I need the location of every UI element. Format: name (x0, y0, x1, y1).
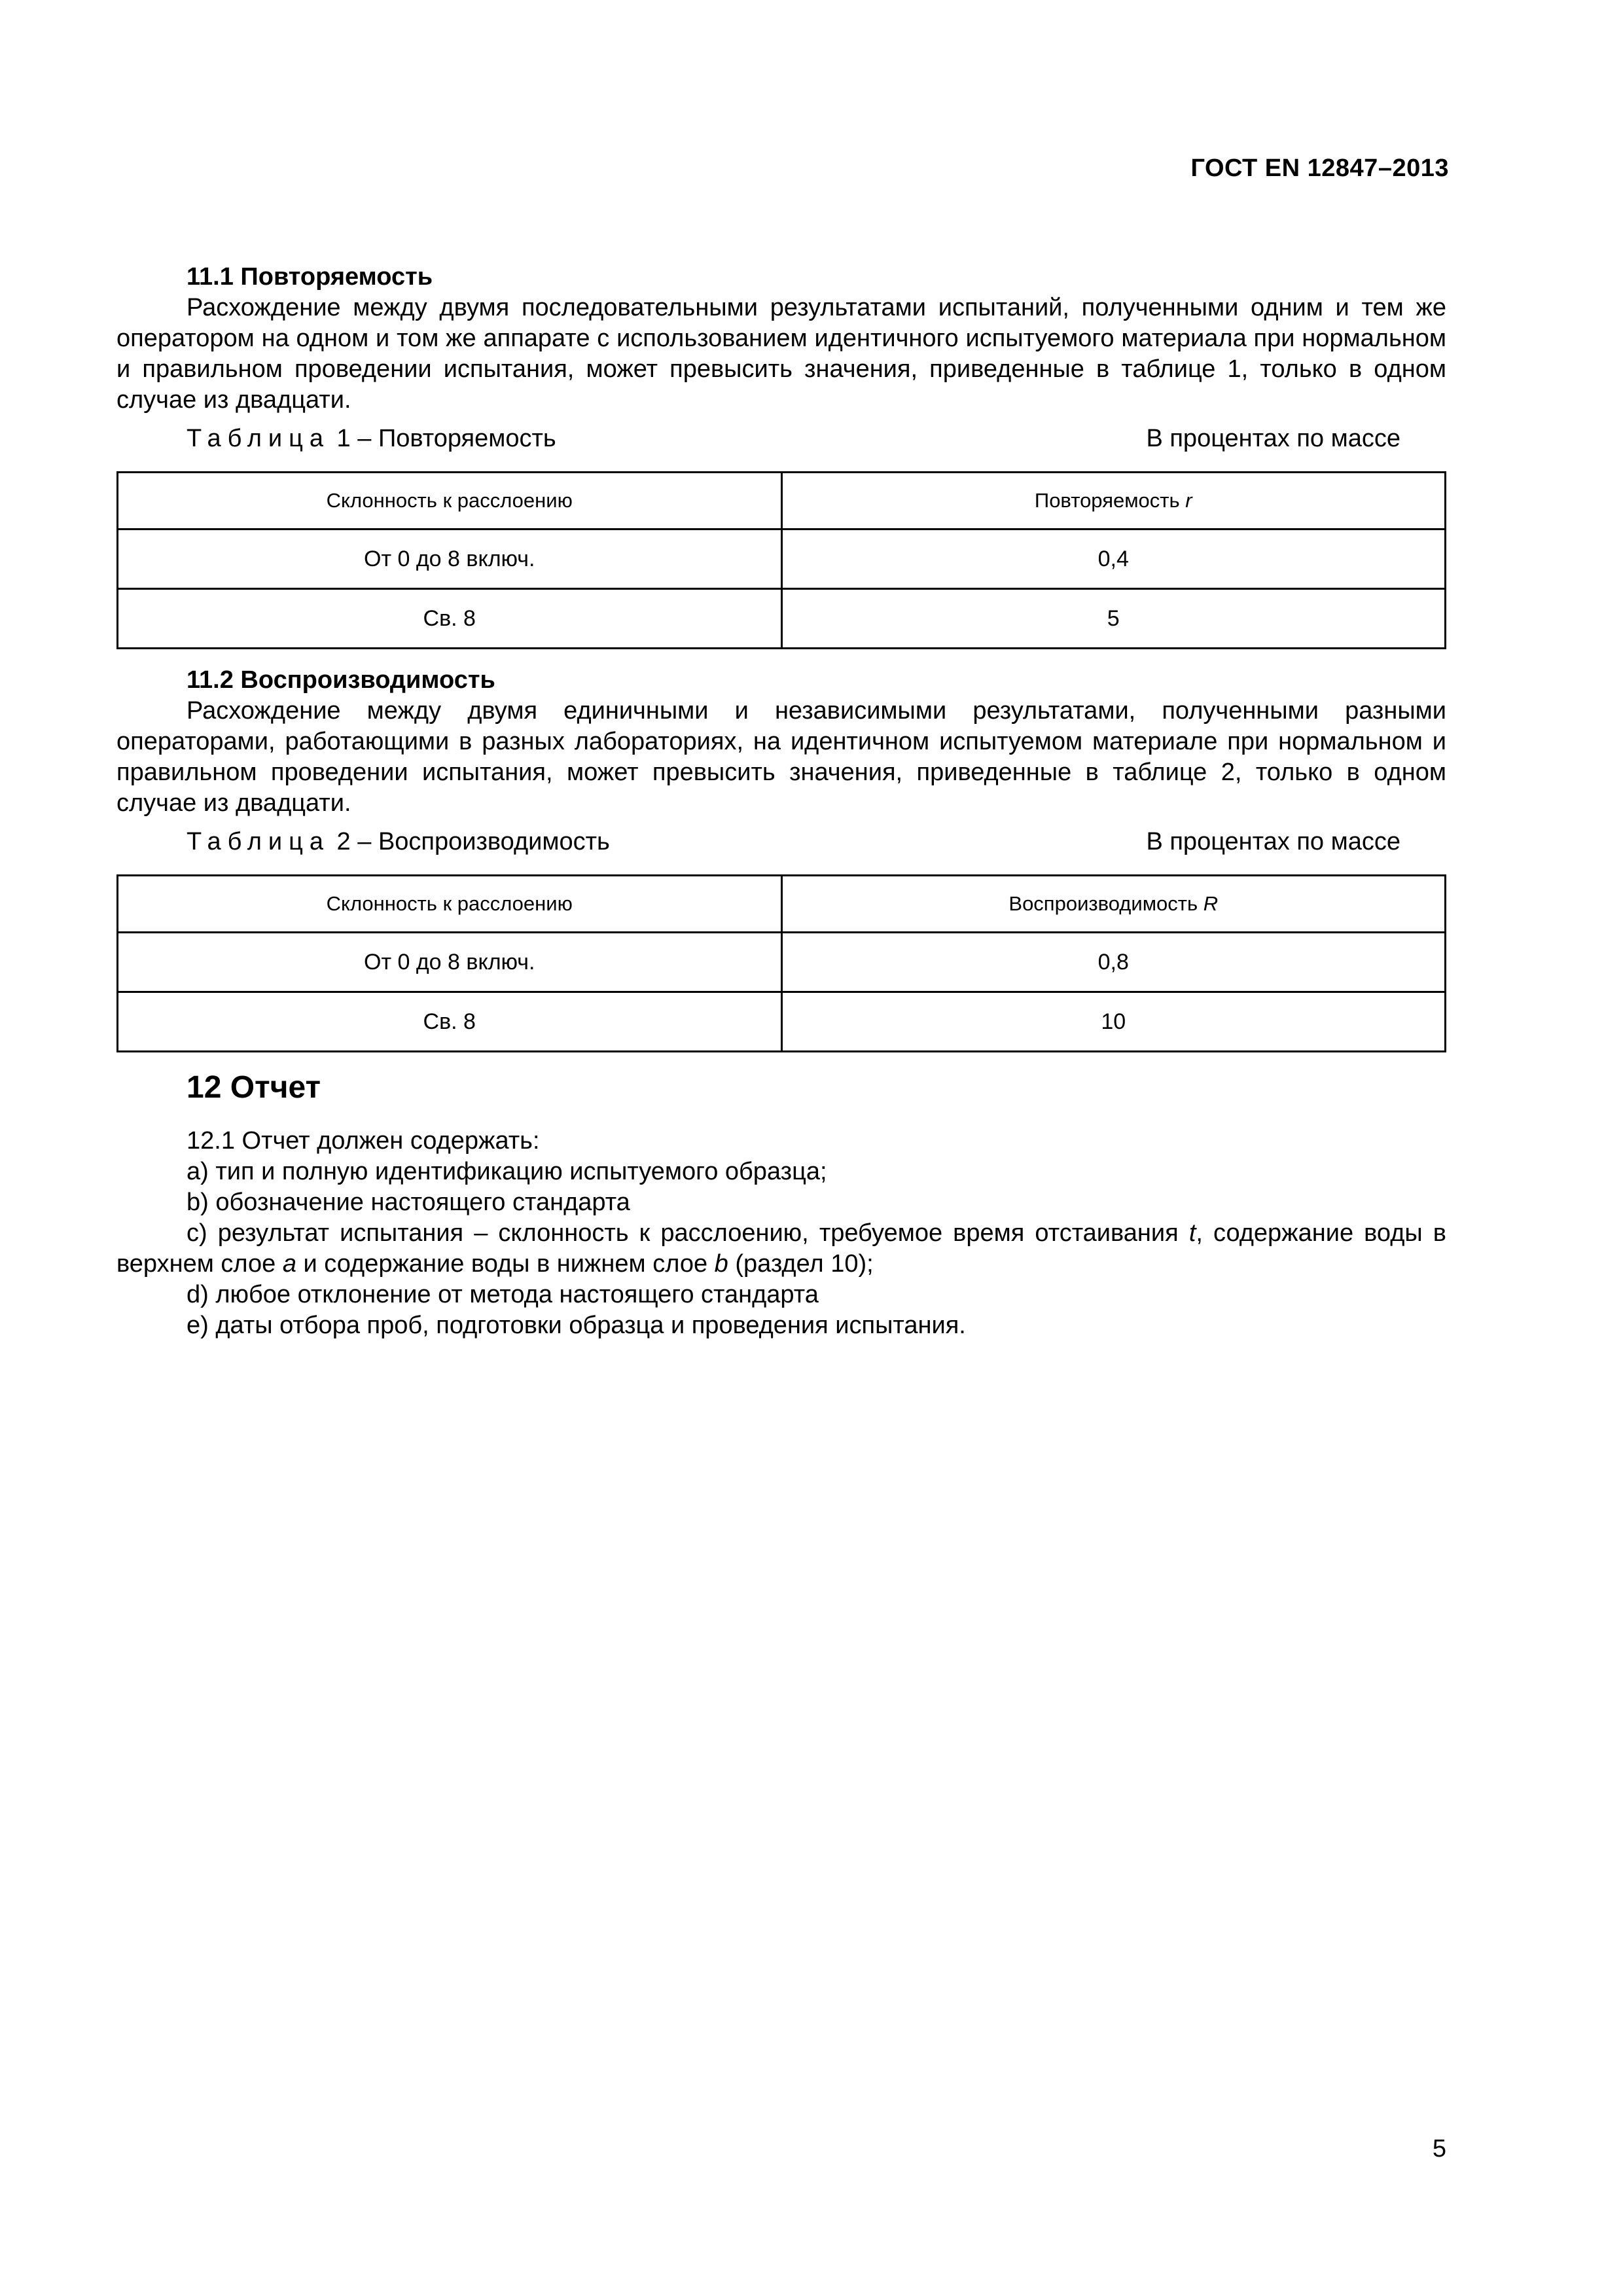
section-12-heading: 12 Отчет (187, 1070, 321, 1105)
document-id-header: ГОСТ EN 12847–2013 (1190, 154, 1449, 182)
report-item-c-part1: c) результат испытания – склонность к расслоению, требуемое время отстаивания (187, 1219, 1189, 1247)
table-2-units: В процентах по массе (1146, 828, 1400, 855)
report-item-d: d) любое отклонение от метода настоящего стандарта (187, 1281, 819, 1308)
table-row (118, 589, 1446, 649)
table-row (118, 529, 1446, 589)
report-item-c-part2: , содержание воды в верхнем слое (116, 1219, 1446, 1278)
table-2-header-col1: Склонность к расслоению (118, 876, 782, 933)
table-2-header-col2 (781, 876, 1446, 933)
table-1-caption (187, 423, 556, 454)
table-1-row-2-value: 5 (781, 589, 1446, 649)
section-11-2-heading: 11.2 Воспроизводимость (187, 666, 495, 694)
table-2-reproducibility (116, 874, 1446, 1052)
table-2-row-1-range: От 0 до 8 включ. (118, 933, 782, 992)
table-2-caption-title: 2 – Воспроизводимость (330, 828, 610, 855)
table-1-caption-title: 1 – Повторяемость (330, 425, 556, 452)
section-11-2-paragraph: Расхождение между двумя единичными и независимыми результатами, полученными разными операторами, работающими в разных лабораториях, на идентичном испытуемом материале при нормальном и правильном проведении испытания, может превысить значения, приведенные в таблице 2, только в одном случае из двадцати. (116, 697, 1446, 817)
report-item-c-part4: (раздел 10); (728, 1250, 874, 1278)
table-2-row-1-value: 0,8 (781, 933, 1446, 992)
report-item-c-symbol-a: a (282, 1250, 296, 1278)
table-row (118, 992, 1446, 1052)
report-item-c-symbol-b: b (714, 1250, 728, 1278)
table-1-header-col2-symbol: r (1185, 489, 1192, 512)
table-2-row-2-value: 10 (781, 992, 1446, 1052)
table-1-header-col2-text: Повторяемость (1034, 489, 1180, 512)
table-1-units: В процентах по массе (1146, 425, 1400, 452)
table-1-row-1-range: От 0 до 8 включ. (118, 529, 782, 589)
report-item-a: a) тип и полную идентификацию испытуемого образца; (187, 1158, 827, 1185)
table-2-header-row (118, 876, 1446, 933)
table-row (118, 933, 1446, 992)
section-11-1-paragraph: Расхождение между двумя последовательными результатами испытаний, полученными одним и тем же оператором на одном и том же аппарате с использованием идентичного испытуемого материала при нормальном и правильном проведении испытания, может превысить значения, приведенные в таблице 1, только в одном случае из двадцати. (116, 294, 1446, 414)
section-12-intro: 12.1 Отчет должен содержать: (187, 1127, 540, 1155)
table-2-caption-word: Таблица (187, 828, 330, 855)
report-item-b: b) обозначение настоящего стандарта (187, 1189, 630, 1216)
table-1-header-col1: Склонность к расслоению (118, 473, 782, 529)
table-2-header-col2-symbol: R (1203, 892, 1219, 915)
table-1-caption-word: Таблица (187, 425, 330, 452)
table-2-caption-row (116, 827, 1446, 857)
report-item-c-symbol-t: t (1188, 1219, 1196, 1247)
table-1-header-row (118, 473, 1446, 529)
table-2-header-col2-text: Воспроизводимость (1008, 892, 1198, 915)
table-1-header-col2 (781, 473, 1446, 529)
section-11-1-heading: 11.1 Повторяемость (187, 263, 433, 291)
table-1-caption-row (116, 423, 1446, 454)
table-2-caption (187, 827, 610, 857)
table-1-row-2-range: Св. 8 (118, 589, 782, 649)
report-item-c (116, 1218, 1446, 1280)
table-2-row-2-range: Св. 8 (118, 992, 782, 1052)
table-1-row-1-value: 0,4 (781, 529, 1446, 589)
table-1-repeatability (116, 471, 1446, 649)
page-content (116, 262, 1446, 1341)
report-item-e: e) даты отбора проб, подготовки образца и проведения испытания. (187, 1312, 966, 1339)
report-item-c-part3: и содержание воды в нижнем слое (296, 1250, 715, 1278)
page-number: 5 (1432, 2135, 1446, 2162)
